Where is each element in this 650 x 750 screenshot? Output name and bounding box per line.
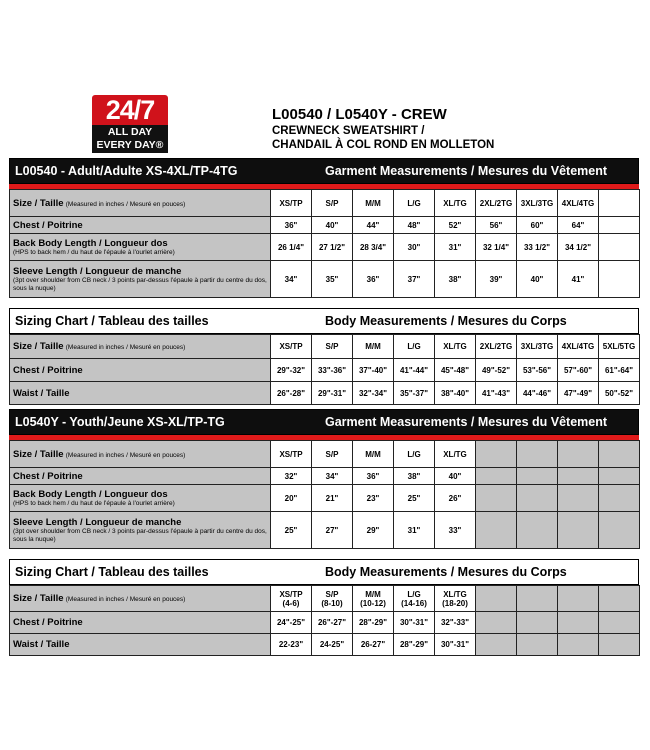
size-cell [394,586,435,612]
table-row [10,586,640,612]
value-cell: 29"-31" [312,382,353,405]
label-note: (HPS to back hem / du haut de l'épaule à l'ourlet arrière) [13,248,175,256]
empty-cell [599,468,640,485]
row-label [10,634,271,656]
label-note: (3pt over shoulder from CB neck / 3 points par-dessus l'épaule à partir du centre du dos, sous la nuque) [13,276,267,292]
empty-cell [517,468,558,485]
row-label [10,234,271,261]
size-range: (14-16) [401,598,427,608]
section-header [9,308,639,334]
section-subtitle: Garment Measurements / Mesures du Vêtement [325,164,608,178]
section-title: L00540 - Adult/Adulte XS-4XL/TP-4TG [15,164,238,178]
size-cell: 3XL/3TG [517,190,558,217]
value-cell [599,261,640,298]
value-cell: 28 3/4" [353,234,394,261]
logo-bottom [92,125,168,153]
value-cell: 20" [271,485,312,512]
size-cell: 3XL/3TG [517,335,558,359]
label-text: Waist / Taille [13,639,70,650]
label-text: Back Body Length / Longueur dos [13,488,168,500]
row-label [10,468,271,485]
value-cell: 56" [476,217,517,234]
size-cell: 5XL/5TG [599,335,640,359]
empty-cell [558,612,599,634]
section-header [9,559,639,585]
size-cell: XS/TP [271,335,312,359]
size-cell: 4XL/4TG [558,190,599,217]
value-cell: 44" [353,217,394,234]
label-text: Waist / Taille [13,387,70,399]
table-row [10,234,640,261]
logo-line2: EVERY DAY® [96,139,164,151]
empty-cell [558,485,599,512]
row-label [10,261,271,298]
size-name: XL/TG [443,589,467,599]
value-cell: 30"-31" [435,634,476,656]
size-cell: XL/TG [435,441,476,468]
row-label [10,190,271,217]
row-label [10,382,271,405]
empty-cell [476,512,517,549]
value-cell: 57"-60" [558,359,599,382]
empty-cell [599,612,640,634]
label-text: Size / Taille [13,341,64,352]
size-cell [312,586,353,612]
size-cell [435,586,476,612]
empty-cell [476,612,517,634]
size-cell: 4XL/4TG [558,335,599,359]
empty-cell [599,512,640,549]
value-cell: 23" [353,485,394,512]
empty-cell [558,468,599,485]
row-label [10,512,271,549]
size-table [9,440,640,549]
label-note: (Measured in inches / Mesuré en pouces) [65,596,186,603]
value-cell: 25" [271,512,312,549]
value-cell: 36" [353,261,394,298]
value-cell: 22-23" [271,634,312,656]
value-cell: 30"-31" [394,612,435,634]
adult-body-section [9,308,639,405]
size-cell: 2XL/2TG [476,335,517,359]
table-row [10,468,640,485]
logo-line1: ALL DAY [107,126,153,138]
size-name: L/G [407,589,421,599]
value-cell: 26"-28" [271,382,312,405]
size-cell: 2XL/2TG [476,190,517,217]
row-label [10,359,271,382]
table-row [10,217,640,234]
row-label [10,612,271,634]
size-cell [353,586,394,612]
empty-cell [558,586,599,612]
value-cell: 45"-48" [435,359,476,382]
value-cell: 33 1/2" [517,234,558,261]
value-cell: 27 1/2" [312,234,353,261]
label-text: Chest / Poitrine [13,219,83,231]
label-text: Chest / Poitrine [13,364,83,376]
table-row [10,485,640,512]
value-cell: 33"-36" [312,359,353,382]
size-cell: XL/TG [435,335,476,359]
section-subtitle: Garment Measurements / Mesures du Vêtement [325,415,608,429]
section-title: Sizing Chart / Tableau des tailles [15,565,209,579]
value-cell: 41"-43" [476,382,517,405]
table-row [10,190,640,217]
value-cell: 28"-29" [353,612,394,634]
adult-garment-section [9,158,639,298]
empty-cell [558,512,599,549]
value-cell: 40" [312,217,353,234]
empty-cell [599,485,640,512]
value-cell: 36" [271,217,312,234]
product-header [272,106,494,152]
table-row [10,359,640,382]
size-range: (8-10) [321,598,343,608]
value-cell: 30" [394,234,435,261]
value-cell: 32 1/4" [476,234,517,261]
empty-cell [558,634,599,656]
label-text: Size / Taille [13,593,64,604]
size-cell [599,190,640,217]
value-cell: 39" [476,261,517,298]
value-cell: 35" [312,261,353,298]
value-cell: 21" [312,485,353,512]
value-cell: 40" [517,261,558,298]
value-cell: 28"-29" [394,634,435,656]
size-cell: M/M [353,335,394,359]
table-row [10,612,640,634]
value-cell: 38"-40" [435,382,476,405]
value-cell: 37" [394,261,435,298]
size-table [9,585,640,656]
empty-cell [476,634,517,656]
value-cell: 29"-32" [271,359,312,382]
size-cell: M/M [353,441,394,468]
size-cell: S/P [312,441,353,468]
value-cell: 60" [517,217,558,234]
size-cell: XS/TP [271,190,312,217]
value-cell: 25" [394,485,435,512]
section-subtitle: Body Measurements / Mesures du Corps [325,314,567,328]
section-subtitle: Body Measurements / Mesures du Corps [325,565,567,579]
value-cell: 26"-27" [312,612,353,634]
value-cell: 24-25" [312,634,353,656]
label-text: Chest / Poitrine [13,617,83,628]
empty-cell [476,468,517,485]
value-cell: 48" [394,217,435,234]
section-title: L0540Y - Youth/Jeune XS-XL/TP-TG [15,415,225,429]
row-label [10,217,271,234]
size-range: (10-12) [360,598,386,608]
value-cell: 32"-34" [353,382,394,405]
table-row [10,335,640,359]
row-label [10,586,271,612]
size-name: S/P [325,589,339,599]
product-name-fr: CHANDAIL À COL ROND EN MOLLETON [272,139,495,151]
empty-cell [599,441,640,468]
empty-cell [476,485,517,512]
product-code: L00540 / L0540Y - CREW [272,106,447,123]
size-cell: S/P [312,190,353,217]
empty-cell [476,441,517,468]
empty-cell [517,512,558,549]
label-text: Sleeve Length / Longueur de manche [13,516,182,528]
row-label [10,441,271,468]
value-cell: 32"-33" [435,612,476,634]
label-note: (HPS to back hem / du haut de l'épaule à l'ourlet arrière) [13,499,175,507]
value-cell: 33" [435,512,476,549]
value-cell: 32" [271,468,312,485]
label-text: Size / Taille [13,448,64,460]
empty-cell [517,634,558,656]
product-name-en: CREWNECK SWEATSHIRT / [272,125,425,137]
section-header [9,409,639,435]
value-cell: 61"-64" [599,359,640,382]
value-cell: 37"-40" [353,359,394,382]
value-cell: 38" [394,468,435,485]
label-text: Size / Taille [13,197,64,209]
value-cell: 41" [558,261,599,298]
section-header [9,158,639,184]
value-cell: 50"-52" [599,382,640,405]
label-note: (3pt over shoulder from CB neck / 3 points par-dessus l'épaule à partir du centre du dos, sous la nuque) [13,527,267,543]
row-label [10,335,271,359]
size-cell: XS/TP [271,441,312,468]
value-cell: 47"-49" [558,382,599,405]
value-cell: 26-27" [353,634,394,656]
table-row [10,634,640,656]
empty-cell [476,586,517,612]
value-cell: 24"-25" [271,612,312,634]
label-note: (Measured in inches / Mesuré en pouces) [65,200,186,208]
value-cell: 49"-52" [476,359,517,382]
value-cell: 27" [312,512,353,549]
value-cell: 31" [394,512,435,549]
value-cell [599,234,640,261]
size-table [9,334,640,405]
section-title: Sizing Chart / Tableau des tailles [15,314,209,328]
row-label [10,485,271,512]
value-cell: 34" [271,261,312,298]
label-text: Back Body Length / Longueur dos [13,237,168,249]
size-cell: S/P [312,335,353,359]
value-cell: 26 1/4" [271,234,312,261]
value-cell [599,217,640,234]
size-range: (4-6) [282,598,300,608]
size-cell: XL/TG [435,190,476,217]
youth-garment-section [9,409,639,549]
size-table [9,189,640,298]
size-range: (18-20) [442,598,468,608]
label-text: Sleeve Length / Longueur de manche [13,265,182,277]
empty-cell [517,586,558,612]
size-cell: L/G [394,335,435,359]
size-name: M/M [365,589,381,599]
empty-cell [599,634,640,656]
logo-top: 24/7 [92,95,168,125]
value-cell: 52" [435,217,476,234]
value-cell: 34 1/2" [558,234,599,261]
empty-cell [517,485,558,512]
youth-body-section [9,559,639,656]
label-note: (Measured in inches / Mesuré en pouces) [65,344,186,351]
value-cell: 36" [353,468,394,485]
empty-cell [558,441,599,468]
value-cell: 38" [435,261,476,298]
empty-cell [517,612,558,634]
value-cell: 53"-56" [517,359,558,382]
value-cell: 31" [435,234,476,261]
empty-cell [599,586,640,612]
value-cell: 64" [558,217,599,234]
value-cell: 40" [435,468,476,485]
size-name: XS/TP [279,589,303,599]
table-row [10,261,640,298]
table-row [10,512,640,549]
table-row [10,382,640,405]
value-cell: 44"-46" [517,382,558,405]
size-cell [271,586,312,612]
size-cell: L/G [394,441,435,468]
label-text: Chest / Poitrine [13,470,83,482]
brand-logo [92,95,168,153]
value-cell: 26" [435,485,476,512]
empty-cell [517,441,558,468]
size-cell: M/M [353,190,394,217]
value-cell: 29" [353,512,394,549]
label-note: (Measured in inches / Mesuré en pouces) [65,451,186,459]
value-cell: 34" [312,468,353,485]
table-row [10,441,640,468]
value-cell: 35"-37" [394,382,435,405]
size-cell: L/G [394,190,435,217]
value-cell: 41"-44" [394,359,435,382]
